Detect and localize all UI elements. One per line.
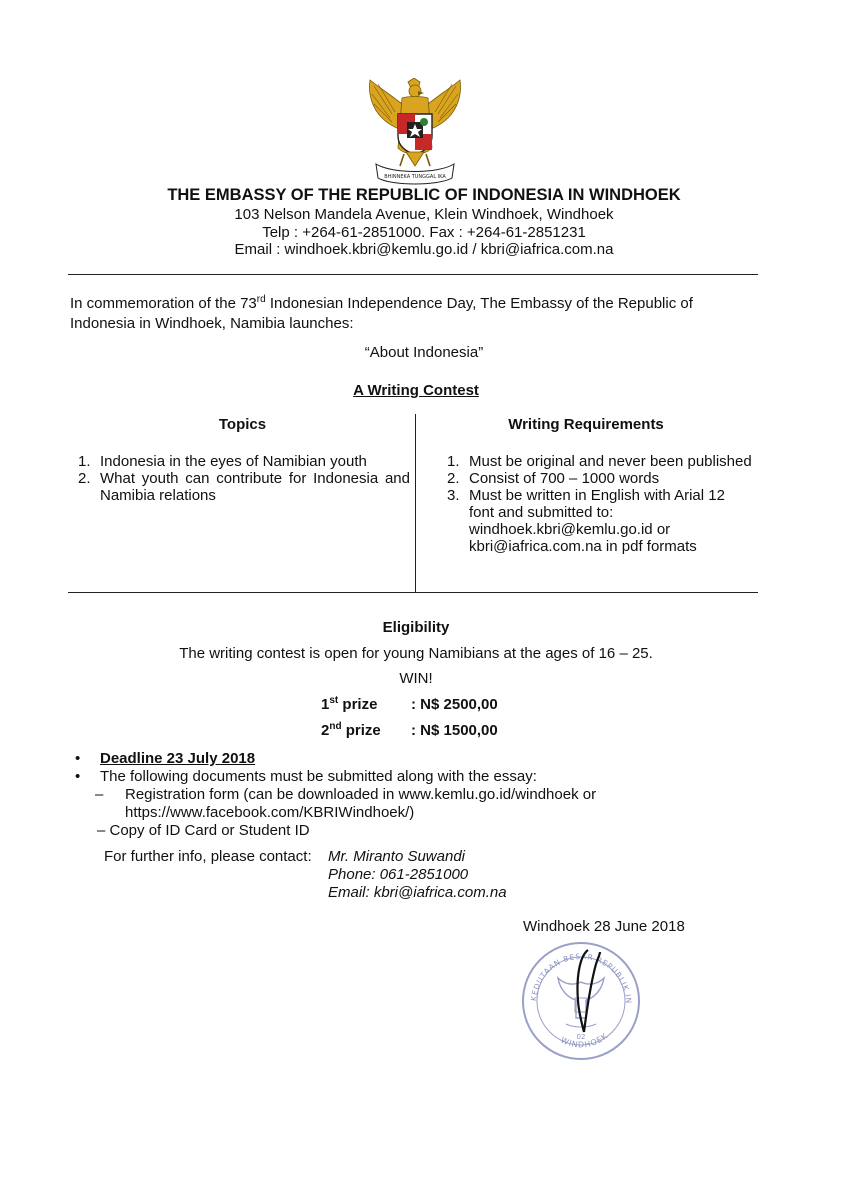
prize-ordinal-suffix: nd xyxy=(329,721,342,732)
contact-phone: Phone: 061-2851000 xyxy=(328,866,469,883)
prize-ordinal-suffix: st xyxy=(329,695,339,706)
intro-paragraph xyxy=(70,290,760,334)
list-item: • The following documents must be submitted along with the essay: xyxy=(75,768,537,785)
eligibility-text: The writing contest is open for young Namibians at the ages of 16 – 25. xyxy=(179,645,653,662)
prize-value: : N$ 2500,00 xyxy=(411,696,498,713)
prize-row xyxy=(321,721,498,739)
topic-1: Indonesia in the eyes of Namibian youth xyxy=(100,453,367,470)
list-item: • Deadline 23 July 2018 xyxy=(75,750,256,767)
intro-part1: In commemoration of the 73 xyxy=(70,295,257,312)
prize-ordinal: 2 xyxy=(321,722,330,739)
list-item: 2. Consist of 700 – 1000 words xyxy=(447,470,660,487)
list-item xyxy=(70,822,760,840)
contact-email: Email: kbri@iafrica.com.na xyxy=(328,884,507,901)
stamp-bottom-text: WINDHOEK xyxy=(559,1031,610,1050)
stamp-number: 02 xyxy=(576,1033,586,1041)
eligibility-heading: Eligibility xyxy=(382,619,450,636)
header-divider xyxy=(68,274,758,275)
requirement-2: Consist of 700 – 1000 words xyxy=(469,470,660,487)
prize-label: prize xyxy=(338,696,378,713)
requirements-heading: Writing Requirements xyxy=(508,416,664,433)
documents-note: The following documents must be submitted along with the essay: xyxy=(100,768,537,785)
prize-row xyxy=(321,695,498,713)
list-item: 2. What youth can contribute for Indonesia and Namibia relations xyxy=(78,470,410,504)
registration-form-line1: Registration form (can be downloaded in www.kemlu.go.id/windhoek or xyxy=(125,786,597,803)
embassy-title: THE EMBASSY OF THE REPUBLIC OF INDONESIA IN WINDHOEK xyxy=(167,186,681,204)
stamp-top-text: KEDUTAAN BESAR REPUBLIK IN xyxy=(529,951,634,1005)
garuda-emblem-logo xyxy=(362,78,468,188)
embassy-address: 103 Nelson Mandela Avenue, Klein Windhoek, Windhoek xyxy=(234,206,614,223)
contest-title: A Writing Contest xyxy=(353,382,479,399)
embassy-phone-fax: Telp : +264-61-2851000. Fax : +264-61-2851231 xyxy=(262,224,586,241)
list-item xyxy=(70,804,760,822)
prize-ordinal: 1 xyxy=(321,696,330,713)
contact-label: For further info, please contact: xyxy=(104,848,312,865)
win-text: WIN! xyxy=(399,670,433,687)
section-divider xyxy=(68,592,758,593)
topics-list xyxy=(78,453,410,504)
notes-list xyxy=(70,750,760,840)
list-item: 1. Must be original and never been published xyxy=(447,453,752,470)
column-divider xyxy=(415,414,416,592)
list-item: – Registration form (can be downloaded in www.kemlu.go.id/windhoek or xyxy=(95,786,597,803)
requirements-list xyxy=(447,453,753,555)
official-stamp xyxy=(518,938,644,1064)
contest-theme: “About Indonesia” xyxy=(364,344,484,361)
place-date: Windhoek 28 June 2018 xyxy=(523,918,685,935)
embassy-email: Email : windhoek.kbri@kemlu.go.id / kbri@iafrica.com.na xyxy=(234,241,614,258)
requirement-3: Must be written in English with Arial 12 font and submitted to: windhoek.kbri@kemlu.go.id or kbri@iafrica.com.na in pdf formats xyxy=(469,487,725,555)
intro-superscript: rd xyxy=(256,294,266,305)
prize-value: : N$ 1500,00 xyxy=(411,722,498,739)
topic-2: What youth can contribute for Indonesia and Namibia relations xyxy=(100,470,410,504)
prize-label: prize xyxy=(341,722,381,739)
emblem-motto: BHINNEKA TUNGGAL IKA xyxy=(384,174,446,180)
requirement-1: Must be original and never been published xyxy=(469,453,752,470)
registration-form-line2: https://www.facebook.com/KBRIWindhoek/) xyxy=(125,804,415,821)
id-card-note: – Copy of ID Card or Student ID xyxy=(97,822,310,839)
contact-name: Mr. Miranto Suwandi xyxy=(328,848,465,865)
list-item: 1. Indonesia in the eyes of Namibian youth xyxy=(78,453,367,470)
signature-mark xyxy=(566,946,606,1036)
intro-part2: Indonesian Independence Day, The Embassy of the Republic of Indonesia in Windhoek, Namibia launches: xyxy=(70,295,693,332)
deadline: Deadline 23 July 2018 xyxy=(100,750,256,767)
topics-heading: Topics xyxy=(218,416,267,433)
list-item: 3. Must be written in English with Arial 12 font and submitted to: windhoek.kbri@kemlu.go.id or kbri@iafrica.com.na in pdf formats xyxy=(447,487,753,555)
